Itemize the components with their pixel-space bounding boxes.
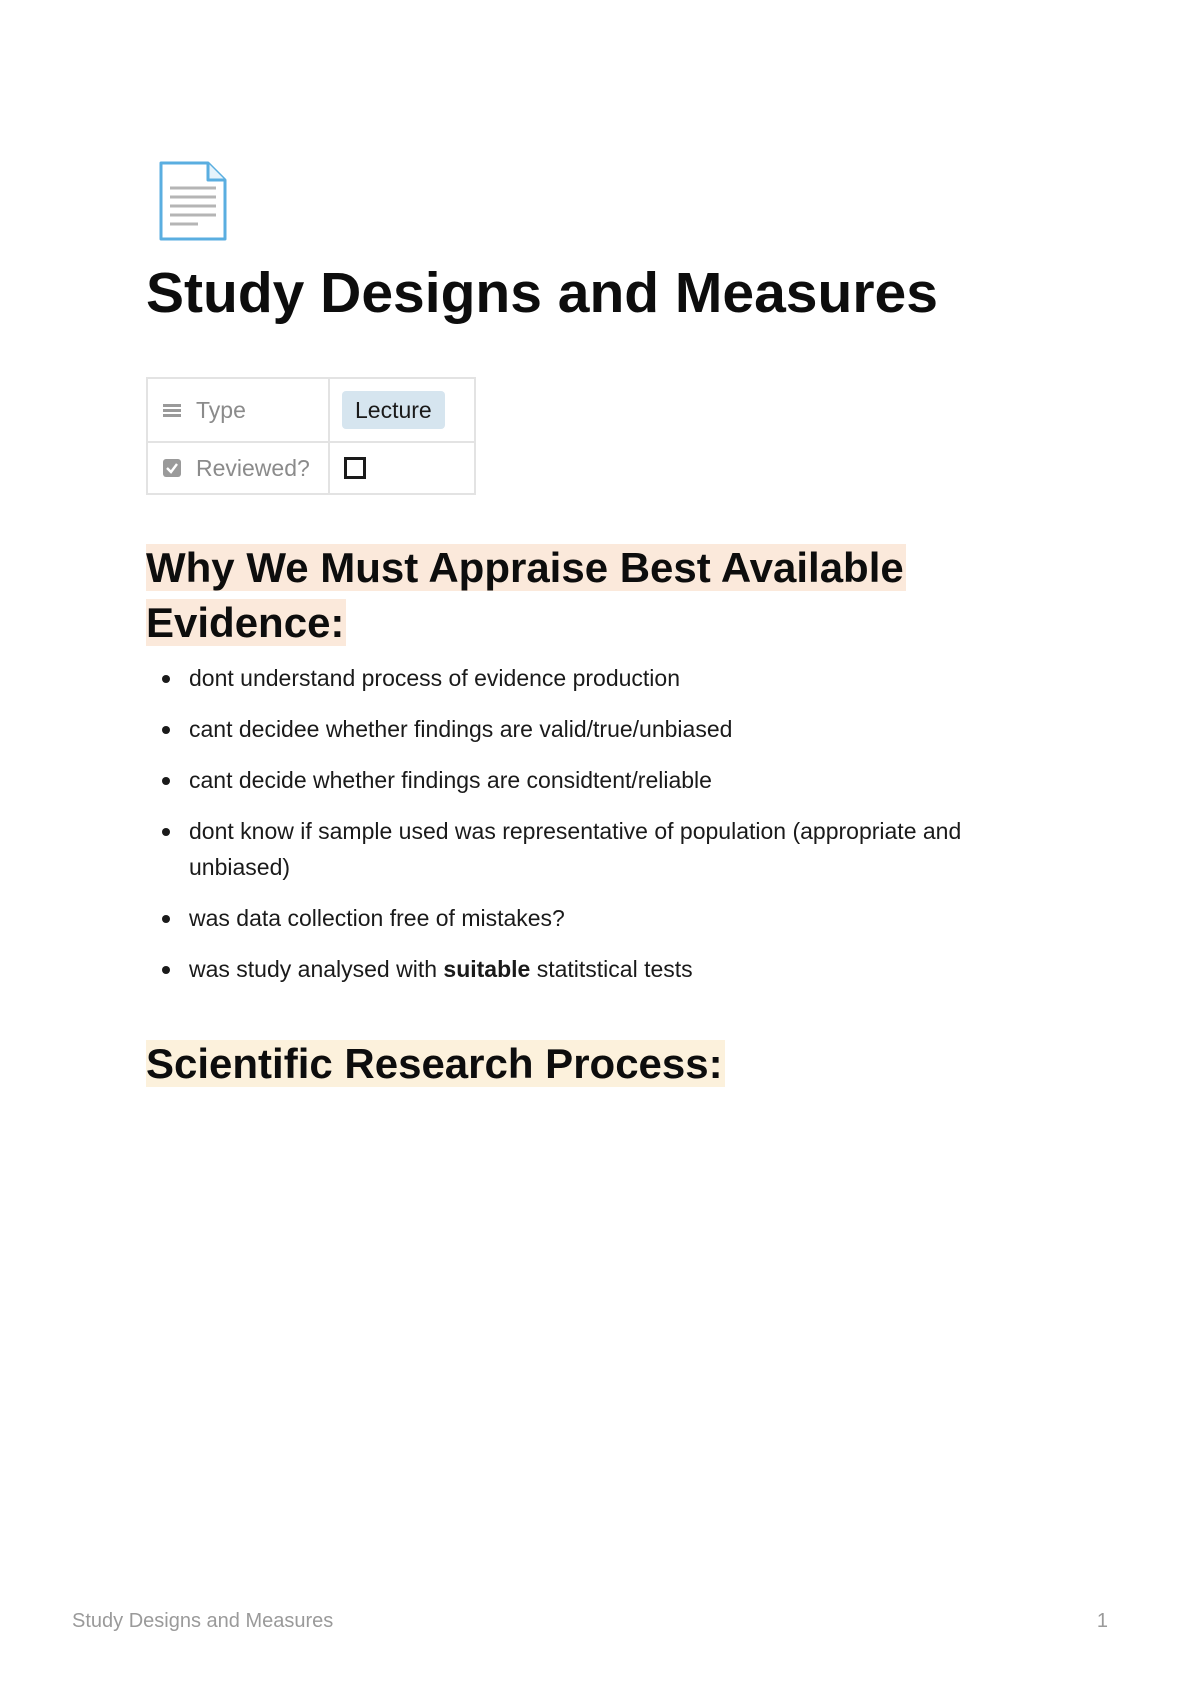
list-item-text: dont know if sample used was representative of population (appropriate and unbiased) (189, 818, 962, 880)
bold-text: suitable (443, 956, 531, 982)
highlighted-heading-text: Why We Must Appraise Best Available Evidence: (146, 544, 904, 646)
section-heading-appraise (146, 540, 1026, 650)
document-icon (158, 160, 228, 242)
property-value-cell[interactable] (329, 442, 475, 494)
list-item (146, 762, 1046, 798)
property-label-type: Type (196, 396, 246, 423)
property-row-type (147, 378, 475, 442)
properties-table (146, 377, 476, 495)
bullet-icon (162, 966, 170, 974)
list-item-text: dont understand process of evidence production (189, 665, 680, 691)
property-name-cell (147, 442, 329, 494)
bullet-icon (162, 828, 170, 836)
list-item (146, 711, 1046, 747)
list-item-text: statitstical tests (530, 956, 693, 982)
bullet-list (146, 660, 1046, 1002)
list-item (146, 951, 1046, 987)
footer-title: Study Designs and Measures (72, 1610, 334, 1632)
type-tag[interactable]: Lecture (342, 391, 445, 429)
bullet-icon (162, 675, 170, 683)
highlighted-heading-text: Scientific Research Process: (146, 1040, 723, 1087)
property-name-cell (147, 378, 329, 442)
list-item (146, 660, 1046, 696)
bullet-icon (162, 777, 170, 785)
property-value-cell[interactable] (329, 378, 475, 442)
page-title: Study Designs and Measures (146, 261, 938, 325)
list-item-text: cant decidee whether findings are valid/true/unbiased (189, 716, 733, 742)
list-item-text: was study analysed with (189, 956, 444, 982)
list-icon (162, 400, 182, 420)
reviewed-checkbox[interactable] (344, 457, 366, 479)
bullet-icon (162, 726, 170, 734)
bullet-icon (162, 915, 170, 923)
checkbox-icon (162, 458, 182, 478)
list-item-text: cant decide whether findings are considtent/reliable (189, 767, 712, 793)
list-item (146, 900, 1046, 936)
list-item (146, 813, 1046, 885)
property-row-reviewed (147, 442, 475, 494)
property-label-reviewed: Reviewed? (196, 454, 310, 481)
list-item-text: was data collection free of mistakes? (189, 905, 565, 931)
section-heading-research-process (146, 1036, 725, 1091)
page-number: 1 (1096, 1610, 1108, 1632)
